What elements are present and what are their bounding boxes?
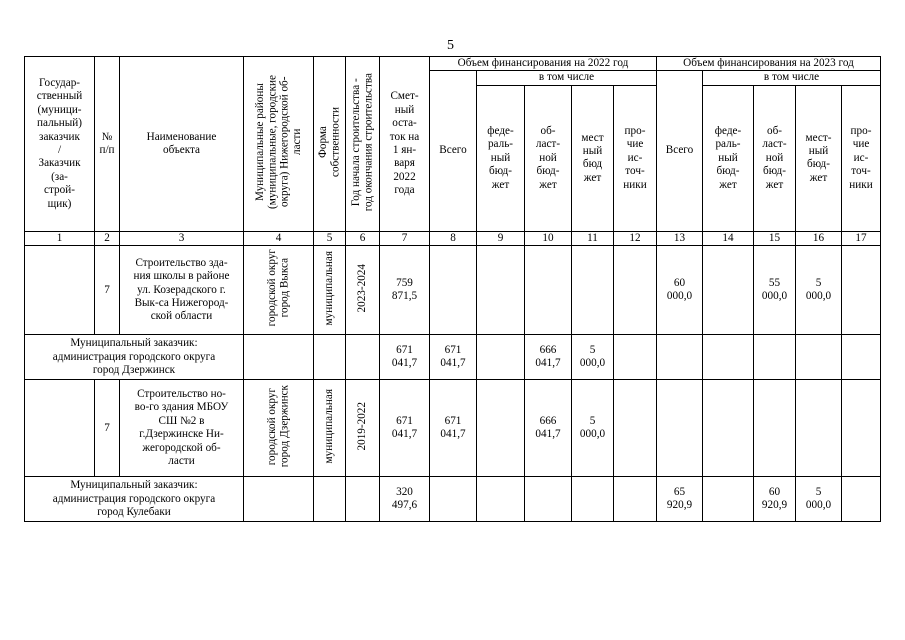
column-number: 15 [754, 231, 796, 245]
cell-other-2022 [614, 380, 657, 477]
header-estimate-balance: Смет- ный оста- ток на 1 ян- варя 2022 года [380, 57, 430, 232]
cell-local-2023 [796, 335, 842, 380]
header-financing-2022: Объем финансирования на 2022 год [430, 57, 657, 71]
cell-other-2023 [842, 335, 881, 380]
column-number: 4 [244, 231, 314, 245]
cell-total-2022: 671 041,7 [430, 335, 477, 380]
header-regional-2023: об- ласт- ной бюд- жет [754, 85, 796, 231]
cell-regional-2023: 60 920,9 [754, 477, 796, 522]
header-other-2023: про- чие ис- точ- ники [842, 85, 881, 231]
cell-regional-2022 [525, 246, 572, 335]
column-number: 16 [796, 231, 842, 245]
column-number: 13 [657, 231, 703, 245]
cell-customer [25, 380, 95, 477]
cell-other-2023 [842, 477, 881, 522]
cell-district [244, 335, 314, 380]
cell-ownership [314, 477, 346, 522]
header-including-2023: в том числе [703, 71, 881, 85]
cell-local-2023: 5 000,0 [796, 246, 842, 335]
header-federal-2023: феде- раль- ный бюд- жет [703, 85, 754, 231]
column-numbers-row [25, 231, 881, 245]
cell-federal-2022 [477, 335, 525, 380]
cell-customer-summary: Муниципальный заказчик: администрация городского округа город Дзержинск [25, 335, 244, 380]
cell-regional-2022: 666 041,7 [525, 335, 572, 380]
cell-federal-2023 [703, 335, 754, 380]
cell-local-2022 [572, 477, 614, 522]
column-number: 2 [95, 231, 120, 245]
cell-district: городской округ город Выкса [244, 246, 314, 335]
cell-local-2022 [572, 246, 614, 335]
cell-total-2022 [430, 246, 477, 335]
column-number: 1 [25, 231, 95, 245]
cell-years: 2019-2022 [346, 380, 380, 477]
cell-other-2022 [614, 335, 657, 380]
cell-total-2022: 671 041,7 [430, 380, 477, 477]
cell-district [244, 477, 314, 522]
cell-local-2022: 5 000,0 [572, 335, 614, 380]
cell-federal-2023 [703, 380, 754, 477]
column-number: 6 [346, 231, 380, 245]
cell-regional-2023 [754, 380, 796, 477]
column-number: 7 [380, 231, 430, 245]
header-regional-2022: об- ласт- ной бюд- жет [525, 85, 572, 231]
cell-federal-2022 [477, 380, 525, 477]
cell-ownership [314, 335, 346, 380]
cell-regional-2023 [754, 335, 796, 380]
cell-federal-2022 [477, 246, 525, 335]
cell-total-2023: 65 920,9 [657, 477, 703, 522]
cell-regional-2023: 55 000,0 [754, 246, 796, 335]
cell-other-2022 [614, 477, 657, 522]
cell-total-2023 [657, 335, 703, 380]
column-number: 3 [120, 231, 244, 245]
cell-customer-summary: Муниципальный заказчик: администрация городского округа город Кулебаки [25, 477, 244, 522]
column-number: 9 [477, 231, 525, 245]
table-row [25, 380, 881, 477]
table-row [25, 335, 881, 380]
cell-local-2022: 5 000,0 [572, 380, 614, 477]
cell-federal-2023 [703, 246, 754, 335]
cell-estimate-balance: 759 871,5 [380, 246, 430, 335]
header-federal-2022: феде- раль- ный бюд- жет [477, 85, 525, 231]
header-local-2023: мест- ный бюд- жет [796, 85, 842, 231]
header-total-2023: Всего [657, 71, 703, 231]
column-number: 10 [525, 231, 572, 245]
column-number: 5 [314, 231, 346, 245]
header-total-2022: Всего [430, 71, 477, 231]
cell-total-2022 [430, 477, 477, 522]
header-other-2022: про- чие ис- точ- ники [614, 85, 657, 231]
header-including-2022: в том числе [477, 71, 657, 85]
cell-other-2022 [614, 246, 657, 335]
cell-number: 7 [95, 246, 120, 335]
header-years: Год начала строительства - год окончания строительства [346, 57, 380, 232]
cell-ownership: муниципальная [314, 246, 346, 335]
cell-ownership: муниципальная [314, 380, 346, 477]
column-number: 11 [572, 231, 614, 245]
cell-number: 7 [95, 380, 120, 477]
cell-federal-2022 [477, 477, 525, 522]
table-row [25, 246, 881, 335]
cell-district: городской округ город Дзержинск [244, 380, 314, 477]
financing-table [24, 56, 881, 522]
cell-total-2023: 60 000,0 [657, 246, 703, 335]
cell-object-name: Строительство зда- ния школы в районе ул. Козерадского г. Вык-са Нижегород- ской области [120, 246, 244, 335]
cell-other-2023 [842, 380, 881, 477]
cell-local-2023: 5 000,0 [796, 477, 842, 522]
column-number: 14 [703, 231, 754, 245]
cell-customer [25, 246, 95, 335]
header-ownership: Форма собственности [314, 57, 346, 232]
cell-estimate-balance: 671 041,7 [380, 335, 430, 380]
cell-years [346, 335, 380, 380]
table-row [25, 477, 881, 522]
header-object-name: Наименование объекта [120, 57, 244, 232]
cell-federal-2023 [703, 477, 754, 522]
header-financing-2023: Объем финансирования на 2023 год [657, 57, 881, 71]
cell-local-2023 [796, 380, 842, 477]
cell-object-name: Строительство но- во-го здания МБОУ СШ №2 в г.Дзержинске Ни- жегородской об- ласти [120, 380, 244, 477]
cell-total-2023 [657, 380, 703, 477]
cell-years: 2023-2024 [346, 246, 380, 335]
column-number: 8 [430, 231, 477, 245]
cell-years [346, 477, 380, 522]
cell-regional-2022 [525, 477, 572, 522]
header-customer: Государ- ственный (муници- пальный) заказчик / Заказчик (за- строй- щик) [25, 57, 95, 232]
cell-regional-2022: 666 041,7 [525, 380, 572, 477]
cell-estimate-balance: 671 041,7 [380, 380, 430, 477]
column-number: 17 [842, 231, 881, 245]
cell-estimate-balance: 320 497,6 [380, 477, 430, 522]
column-number: 12 [614, 231, 657, 245]
header-local-2022: мест ный бюд жет [572, 85, 614, 231]
header-district: Муниципальные районы (муниципальные, городские округа) Нижегородской об- ласти [244, 57, 314, 232]
cell-other-2023 [842, 246, 881, 335]
header-number: № п/п [95, 57, 120, 232]
page-number: 5 [447, 38, 454, 53]
